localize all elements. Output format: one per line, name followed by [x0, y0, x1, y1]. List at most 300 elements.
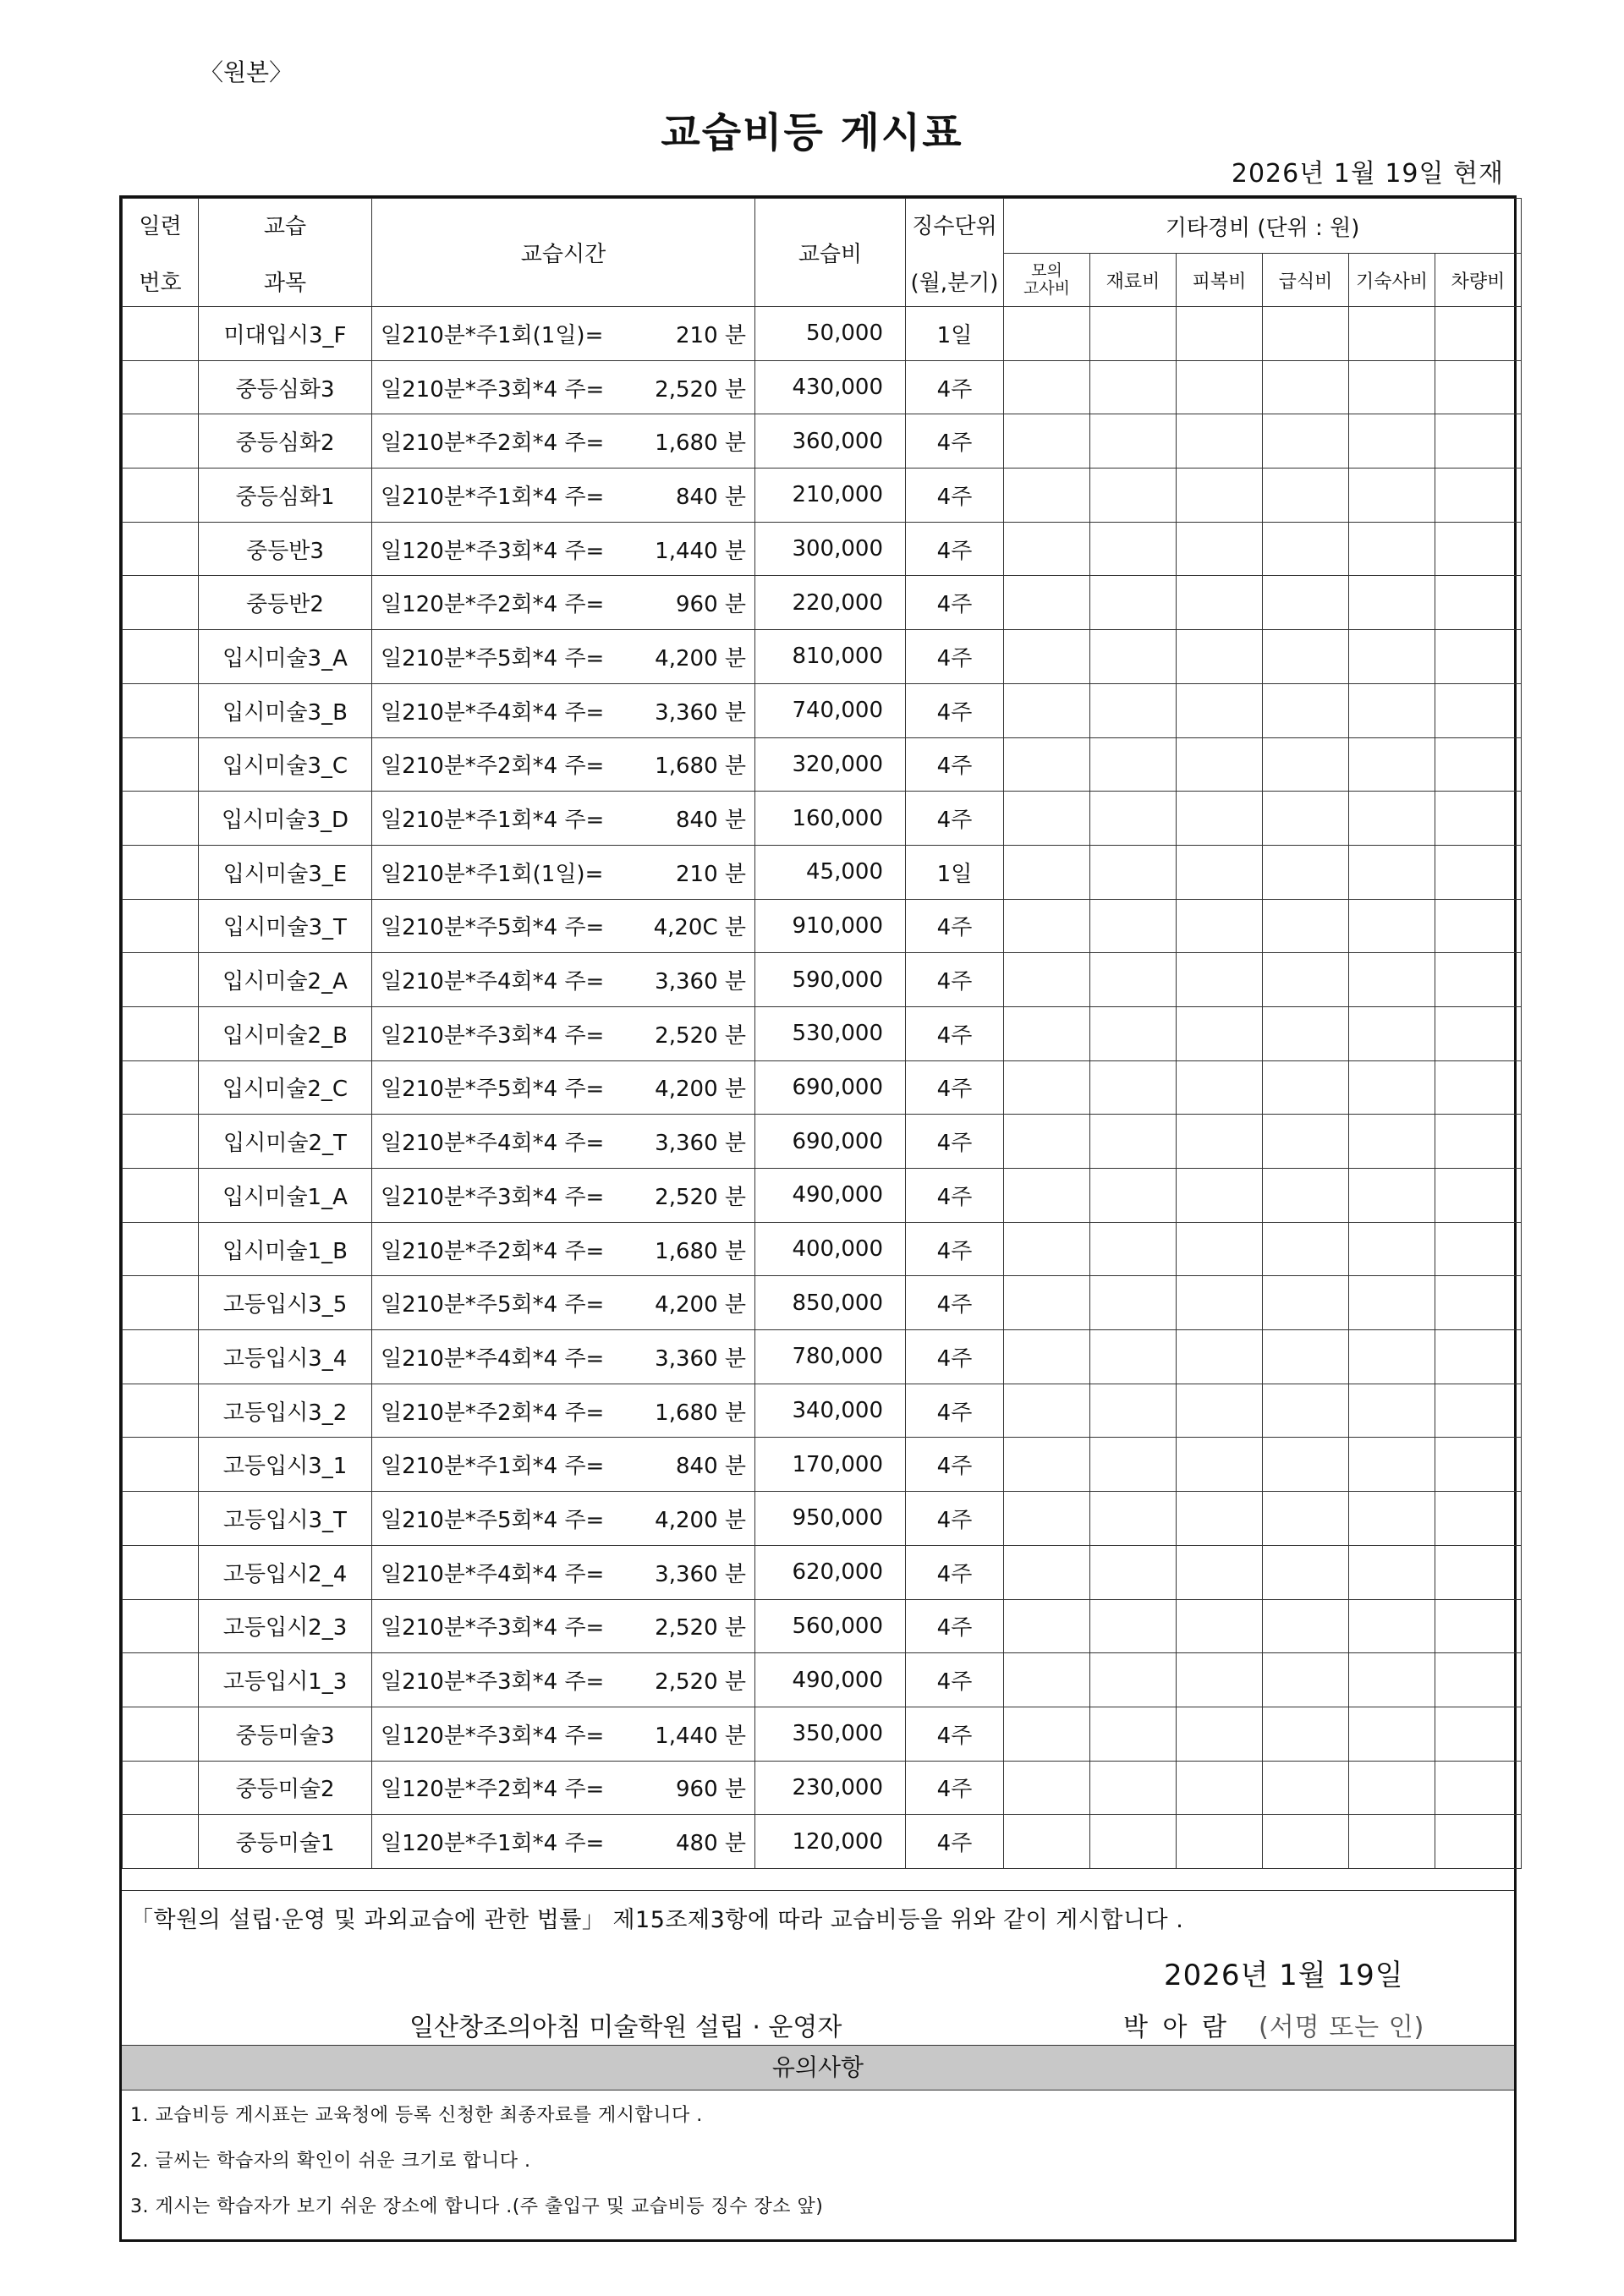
cell-clothing-fee — [1177, 1545, 1263, 1599]
cell-tuition-fee: 120,000 — [755, 1815, 906, 1869]
cell-dormitory-fee — [1349, 1276, 1435, 1330]
cell-vehicle-fee — [1435, 792, 1522, 846]
cell-dormitory-fee — [1349, 1222, 1435, 1276]
cell-tuition-fee: 45,000 — [755, 845, 906, 899]
table-row — [123, 1492, 1522, 1546]
table-row — [123, 414, 1522, 469]
cell-total-minutes: 2,520 분 — [637, 1653, 755, 1707]
cell-vehicle-fee — [1435, 307, 1522, 361]
cell-dormitory-fee — [1349, 899, 1435, 953]
header-serial-line1: 일련 — [139, 213, 182, 239]
cell-collection-unit: 4주 — [906, 737, 1004, 792]
cell-meal-fee — [1263, 1815, 1349, 1869]
cell-dormitory-fee — [1349, 1060, 1435, 1115]
legal-statement: 「학원의 설립·운영 및 과외교습에 관한 법률」 제15조제3항에 따라 교습비등을 위와 같이 게시합니다 . — [130, 1907, 1184, 1933]
cell-clothing-fee — [1177, 1330, 1263, 1384]
cell-tuition-fee: 590,000 — [755, 953, 906, 1007]
table-row — [123, 683, 1522, 737]
cell-clothing-fee — [1177, 953, 1263, 1007]
cell-total-minutes: 3,360 분 — [637, 683, 755, 737]
cell-time-formula: 일210분*주4회*4 주= — [372, 1115, 637, 1169]
header-mock-line1: 모의 — [1031, 261, 1062, 280]
cell-vehicle-fee — [1435, 899, 1522, 953]
cell-clothing-fee — [1177, 845, 1263, 899]
cell-material-fee — [1090, 1330, 1177, 1384]
cell-dormitory-fee — [1349, 469, 1435, 523]
cell-clothing-fee — [1177, 1492, 1263, 1546]
cell-mock-exam-fee — [1004, 737, 1090, 792]
fee-table — [122, 198, 1522, 1869]
cell-subject: 입시미술2_B — [199, 1006, 372, 1060]
cell-time-formula: 일210분*주4회*4 주= — [372, 683, 637, 737]
cell-total-minutes: 210 분 — [637, 845, 755, 899]
cell-clothing-fee — [1177, 899, 1263, 953]
cell-time-formula: 일210분*주3회*4 주= — [372, 1006, 637, 1060]
cell-tuition-fee: 210,000 — [755, 469, 906, 523]
header-teaching-time: 교습시간 — [372, 199, 755, 307]
cell-total-minutes: 960 분 — [637, 1761, 755, 1815]
cell-collection-unit: 4주 — [906, 1761, 1004, 1815]
cell-collection-unit: 4주 — [906, 1276, 1004, 1330]
cell-material-fee — [1090, 1761, 1177, 1815]
cell-collection-unit: 4주 — [906, 1222, 1004, 1276]
table-row — [123, 1653, 1522, 1707]
cell-material-fee — [1090, 1060, 1177, 1115]
cell-subject: 입시미술3_D — [199, 792, 372, 846]
cell-material-fee — [1090, 1276, 1177, 1330]
cell-mock-exam-fee — [1004, 1006, 1090, 1060]
cell-material-fee — [1090, 1492, 1177, 1546]
cell-serial-number — [123, 1276, 199, 1330]
cell-vehicle-fee — [1435, 1276, 1522, 1330]
cell-clothing-fee — [1177, 1707, 1263, 1761]
cell-serial-number — [123, 307, 199, 361]
signature-hint: (서명 또는 인) — [1259, 2013, 1425, 2042]
cell-mock-exam-fee — [1004, 360, 1090, 414]
cell-time-formula: 일210분*주1회(1일)= — [372, 845, 637, 899]
cell-total-minutes: 3,360 분 — [637, 953, 755, 1007]
cell-serial-number — [123, 1653, 199, 1707]
cell-material-fee — [1090, 1599, 1177, 1653]
cell-serial-number — [123, 1545, 199, 1599]
cell-tuition-fee: 230,000 — [755, 1761, 906, 1815]
header-subject-line2: 과목 — [263, 270, 307, 296]
cell-meal-fee — [1263, 1761, 1349, 1815]
header-collection-unit — [906, 199, 1004, 307]
cell-clothing-fee — [1177, 414, 1263, 469]
cell-dormitory-fee — [1349, 414, 1435, 469]
cell-collection-unit: 4주 — [906, 1653, 1004, 1707]
cell-subject: 입시미술3_C — [199, 737, 372, 792]
table-row — [123, 630, 1522, 684]
cell-mock-exam-fee — [1004, 899, 1090, 953]
table-row — [123, 1276, 1522, 1330]
cell-clothing-fee — [1177, 1060, 1263, 1115]
cell-serial-number — [123, 1222, 199, 1276]
cell-dormitory-fee — [1349, 792, 1435, 846]
cell-subject: 고등입시2_3 — [199, 1599, 372, 1653]
cell-material-fee — [1090, 1653, 1177, 1707]
cell-total-minutes: 210 분 — [637, 307, 755, 361]
header-tuition-fee: 교습비 — [755, 199, 906, 307]
cell-dormitory-fee — [1349, 1115, 1435, 1169]
cell-collection-unit: 4주 — [906, 683, 1004, 737]
cell-material-fee — [1090, 1707, 1177, 1761]
cell-total-minutes: 840 분 — [637, 1438, 755, 1492]
cell-tuition-fee: 740,000 — [755, 683, 906, 737]
cell-clothing-fee — [1177, 1276, 1263, 1330]
cell-vehicle-fee — [1435, 1761, 1522, 1815]
cell-vehicle-fee — [1435, 1653, 1522, 1707]
cell-time-formula: 일210분*주5회*4 주= — [372, 630, 637, 684]
fee-table-body — [123, 307, 1522, 1869]
cell-subject: 입시미술3_T — [199, 899, 372, 953]
cell-collection-unit: 4주 — [906, 630, 1004, 684]
cell-tuition-fee: 620,000 — [755, 1545, 906, 1599]
cell-collection-unit: 4주 — [906, 1438, 1004, 1492]
cell-meal-fee — [1263, 360, 1349, 414]
cell-clothing-fee — [1177, 683, 1263, 737]
cell-tuition-fee: 810,000 — [755, 630, 906, 684]
cell-time-formula: 일210분*주1회(1일)= — [372, 307, 637, 361]
cell-subject: 고등입시2_4 — [199, 1545, 372, 1599]
cell-collection-unit: 4주 — [906, 576, 1004, 630]
cell-dormitory-fee — [1349, 737, 1435, 792]
cell-dormitory-fee — [1349, 1815, 1435, 1869]
cell-material-fee — [1090, 1222, 1177, 1276]
cell-total-minutes: 2,520 분 — [637, 1169, 755, 1223]
cell-total-minutes: 840 분 — [637, 469, 755, 523]
cell-subject: 고등입시3_4 — [199, 1330, 372, 1384]
cell-tuition-fee: 220,000 — [755, 576, 906, 630]
cell-clothing-fee — [1177, 737, 1263, 792]
cell-material-fee — [1090, 1384, 1177, 1438]
cell-clothing-fee — [1177, 360, 1263, 414]
cell-dormitory-fee — [1349, 1761, 1435, 1815]
table-row — [123, 360, 1522, 414]
header-other-expenses: 기타경비 (단위 : 원) — [1004, 199, 1522, 254]
table-row — [123, 307, 1522, 361]
cell-mock-exam-fee — [1004, 683, 1090, 737]
cell-meal-fee — [1263, 414, 1349, 469]
table-row — [123, 1006, 1522, 1060]
cell-total-minutes: 840 분 — [637, 792, 755, 846]
cell-mock-exam-fee — [1004, 1815, 1090, 1869]
cell-meal-fee — [1263, 630, 1349, 684]
cell-clothing-fee — [1177, 1438, 1263, 1492]
cell-mock-exam-fee — [1004, 1276, 1090, 1330]
cell-collection-unit: 4주 — [906, 414, 1004, 469]
cell-time-formula: 일210분*주5회*4 주= — [372, 1060, 637, 1115]
cell-tuition-fee: 690,000 — [755, 1115, 906, 1169]
cell-clothing-fee — [1177, 307, 1263, 361]
cell-mock-exam-fee — [1004, 1545, 1090, 1599]
cell-clothing-fee — [1177, 792, 1263, 846]
cell-serial-number — [123, 1438, 199, 1492]
cell-time-formula: 일210분*주5회*4 주= — [372, 1276, 637, 1330]
cell-time-formula: 일120분*주2회*4 주= — [372, 1761, 637, 1815]
cell-material-fee — [1090, 683, 1177, 737]
cell-meal-fee — [1263, 845, 1349, 899]
cell-material-fee — [1090, 414, 1177, 469]
table-row — [123, 1060, 1522, 1115]
cell-total-minutes: 3,360 분 — [637, 1545, 755, 1599]
cell-material-fee — [1090, 522, 1177, 576]
cell-clothing-fee — [1177, 1169, 1263, 1223]
header-meal-fee: 급식비 — [1263, 254, 1349, 307]
cell-subject: 중등미술1 — [199, 1815, 372, 1869]
cell-mock-exam-fee — [1004, 630, 1090, 684]
cell-time-formula: 일210분*주2회*4 주= — [372, 414, 637, 469]
cell-mock-exam-fee — [1004, 307, 1090, 361]
cell-dormitory-fee — [1349, 1438, 1435, 1492]
cell-mock-exam-fee — [1004, 1330, 1090, 1384]
cell-time-formula: 일210분*주1회*4 주= — [372, 792, 637, 846]
cell-meal-fee — [1263, 899, 1349, 953]
cell-mock-exam-fee — [1004, 1115, 1090, 1169]
table-row — [123, 1815, 1522, 1869]
cell-total-minutes: 1,680 분 — [637, 1384, 755, 1438]
cell-tuition-fee: 360,000 — [755, 414, 906, 469]
cell-total-minutes: 480 분 — [637, 1815, 755, 1869]
cell-tuition-fee: 910,000 — [755, 899, 906, 953]
cell-mock-exam-fee — [1004, 1222, 1090, 1276]
cell-clothing-fee — [1177, 630, 1263, 684]
cell-dormitory-fee — [1349, 1707, 1435, 1761]
table-row — [123, 1115, 1522, 1169]
table-row — [123, 1438, 1522, 1492]
cell-serial-number — [123, 522, 199, 576]
cell-dormitory-fee — [1349, 576, 1435, 630]
cell-tuition-fee: 690,000 — [755, 1060, 906, 1115]
cell-meal-fee — [1263, 576, 1349, 630]
cell-meal-fee — [1263, 1599, 1349, 1653]
cell-total-minutes: 2,520 분 — [637, 1599, 755, 1653]
cell-tuition-fee: 400,000 — [755, 1222, 906, 1276]
cell-material-fee — [1090, 307, 1177, 361]
cell-subject: 입시미술2_T — [199, 1115, 372, 1169]
cell-serial-number — [123, 845, 199, 899]
cell-meal-fee — [1263, 1169, 1349, 1223]
cell-vehicle-fee — [1435, 1707, 1522, 1761]
cell-tuition-fee: 300,000 — [755, 522, 906, 576]
table-row — [123, 792, 1522, 846]
cell-serial-number — [123, 630, 199, 684]
cell-vehicle-fee — [1435, 1545, 1522, 1599]
cell-collection-unit: 4주 — [906, 899, 1004, 953]
cell-time-formula: 일210분*주3회*4 주= — [372, 1169, 637, 1223]
cell-serial-number — [123, 1492, 199, 1546]
cell-total-minutes: 1,440 분 — [637, 1707, 755, 1761]
cell-time-formula: 일210분*주5회*4 주= — [372, 899, 637, 953]
cell-mock-exam-fee — [1004, 1060, 1090, 1115]
cell-time-formula: 일120분*주3회*4 주= — [372, 522, 637, 576]
cell-material-fee — [1090, 899, 1177, 953]
cell-vehicle-fee — [1435, 576, 1522, 630]
cell-clothing-fee — [1177, 522, 1263, 576]
cell-material-fee — [1090, 576, 1177, 630]
cell-dormitory-fee — [1349, 1599, 1435, 1653]
cell-vehicle-fee — [1435, 683, 1522, 737]
cell-mock-exam-fee — [1004, 1761, 1090, 1815]
cell-meal-fee — [1263, 1006, 1349, 1060]
cell-meal-fee — [1263, 1276, 1349, 1330]
cell-dormitory-fee — [1349, 1330, 1435, 1384]
cell-total-minutes: 4,200 분 — [637, 1276, 755, 1330]
cell-total-minutes: 1,680 분 — [637, 1222, 755, 1276]
cell-tuition-fee: 490,000 — [755, 1653, 906, 1707]
cell-mock-exam-fee — [1004, 845, 1090, 899]
cell-meal-fee — [1263, 792, 1349, 846]
cell-mock-exam-fee — [1004, 1653, 1090, 1707]
table-row — [123, 1707, 1522, 1761]
cell-total-minutes: 1,440 분 — [637, 522, 755, 576]
cell-subject: 고등입시3_1 — [199, 1438, 372, 1492]
table-row — [123, 845, 1522, 899]
cell-tuition-fee: 50,000 — [755, 307, 906, 361]
header-serial-line2: 번호 — [139, 270, 182, 296]
cell-meal-fee — [1263, 307, 1349, 361]
cell-serial-number — [123, 683, 199, 737]
cell-time-formula: 일210분*주5회*4 주= — [372, 1492, 637, 1546]
cell-collection-unit: 4주 — [906, 1492, 1004, 1546]
cell-meal-fee — [1263, 1653, 1349, 1707]
cell-meal-fee — [1263, 1384, 1349, 1438]
cell-clothing-fee — [1177, 1815, 1263, 1869]
cell-time-formula: 일210분*주4회*4 주= — [372, 1545, 637, 1599]
cell-subject: 입시미술1_B — [199, 1222, 372, 1276]
header-dormitory-fee: 기숙사비 — [1349, 254, 1435, 307]
cell-vehicle-fee — [1435, 845, 1522, 899]
table-row — [123, 1599, 1522, 1653]
cell-dormitory-fee — [1349, 307, 1435, 361]
table-row — [123, 522, 1522, 576]
cell-subject: 입시미술3_A — [199, 630, 372, 684]
cell-dormitory-fee — [1349, 683, 1435, 737]
cell-total-minutes: 2,520 분 — [637, 1006, 755, 1060]
organization-name: 일산창조의아침 미술학원 설립 · 운영자 — [409, 2013, 842, 2042]
cell-meal-fee — [1263, 1330, 1349, 1384]
cell-clothing-fee — [1177, 1653, 1263, 1707]
original-label: 〈원본〉 — [200, 58, 294, 86]
cell-serial-number — [123, 1815, 199, 1869]
cell-vehicle-fee — [1435, 522, 1522, 576]
cell-meal-fee — [1263, 1060, 1349, 1115]
cell-subject: 중등반2 — [199, 576, 372, 630]
cell-material-fee — [1090, 845, 1177, 899]
header-material-fee: 재료비 — [1090, 254, 1177, 307]
cell-tuition-fee: 160,000 — [755, 792, 906, 846]
cell-subject: 고등입시1_3 — [199, 1653, 372, 1707]
cell-subject: 입시미술3_E — [199, 845, 372, 899]
fee-sheet — [119, 195, 1517, 2242]
table-row — [123, 1222, 1522, 1276]
cell-meal-fee — [1263, 1492, 1349, 1546]
cell-meal-fee — [1263, 953, 1349, 1007]
cell-total-minutes: 3,360 분 — [637, 1115, 755, 1169]
note-item: 2. 글씨는 학습자의 확인이 쉬운 크기로 합니다 . — [130, 2151, 531, 2172]
cell-tuition-fee: 430,000 — [755, 360, 906, 414]
cell-total-minutes: 960 분 — [637, 576, 755, 630]
cell-time-formula: 일210분*주2회*4 주= — [372, 1384, 637, 1438]
cell-subject: 미대입시3_F — [199, 307, 372, 361]
cell-clothing-fee — [1177, 1761, 1263, 1815]
cell-mock-exam-fee — [1004, 1707, 1090, 1761]
cell-time-formula: 일210분*주2회*4 주= — [372, 737, 637, 792]
cell-subject: 고등입시3_T — [199, 1492, 372, 1546]
cell-time-formula: 일210분*주3회*4 주= — [372, 1599, 637, 1653]
cell-collection-unit: 1일 — [906, 307, 1004, 361]
cell-tuition-fee: 560,000 — [755, 1599, 906, 1653]
cell-subject: 중등미술3 — [199, 1707, 372, 1761]
table-row — [123, 1169, 1522, 1223]
cell-vehicle-fee — [1435, 1492, 1522, 1546]
cell-collection-unit: 4주 — [906, 1006, 1004, 1060]
cell-serial-number — [123, 1060, 199, 1115]
cell-clothing-fee — [1177, 1384, 1263, 1438]
note-item: 3. 게시는 학습자가 보기 쉬운 장소에 합니다 .(주 출입구 및 교습비등 징수 장소 앞) — [130, 2196, 824, 2217]
cell-mock-exam-fee — [1004, 1599, 1090, 1653]
cell-meal-fee — [1263, 469, 1349, 523]
cell-mock-exam-fee — [1004, 522, 1090, 576]
cell-clothing-fee — [1177, 1599, 1263, 1653]
cell-tuition-fee: 340,000 — [755, 1384, 906, 1438]
cell-time-formula: 일210분*주2회*4 주= — [372, 1222, 637, 1276]
cell-dormitory-fee — [1349, 1169, 1435, 1223]
cell-vehicle-fee — [1435, 1115, 1522, 1169]
header-clothing-fee: 피복비 — [1177, 254, 1263, 307]
cell-vehicle-fee — [1435, 1438, 1522, 1492]
cell-dormitory-fee — [1349, 1006, 1435, 1060]
header-mock-line2: 고사비 — [1023, 279, 1071, 298]
cell-subject: 입시미술1_A — [199, 1169, 372, 1223]
cell-meal-fee — [1263, 1222, 1349, 1276]
cell-subject: 고등입시3_5 — [199, 1276, 372, 1330]
header-serial-number — [123, 199, 199, 307]
cell-subject: 중등심화3 — [199, 360, 372, 414]
cell-dormitory-fee — [1349, 1492, 1435, 1546]
cell-material-fee — [1090, 1169, 1177, 1223]
cell-serial-number — [123, 1707, 199, 1761]
cell-mock-exam-fee — [1004, 576, 1090, 630]
table-row — [123, 1330, 1522, 1384]
cell-time-formula: 일210분*주1회*4 주= — [372, 469, 637, 523]
cell-clothing-fee — [1177, 469, 1263, 523]
cell-vehicle-fee — [1435, 1330, 1522, 1384]
table-row — [123, 1545, 1522, 1599]
header-subject — [199, 199, 372, 307]
cell-subject: 입시미술2_C — [199, 1060, 372, 1115]
cell-vehicle-fee — [1435, 1060, 1522, 1115]
cell-material-fee — [1090, 630, 1177, 684]
cell-material-fee — [1090, 1545, 1177, 1599]
cell-mock-exam-fee — [1004, 792, 1090, 846]
cell-dormitory-fee — [1349, 845, 1435, 899]
cell-material-fee — [1090, 469, 1177, 523]
note-item: 1. 교습비등 게시표는 교육청에 등록 신청한 최종자료를 게시합니다 . — [130, 2105, 703, 2126]
cell-vehicle-fee — [1435, 1815, 1522, 1869]
cell-dormitory-fee — [1349, 360, 1435, 414]
cell-subject: 고등입시3_2 — [199, 1384, 372, 1438]
cell-meal-fee — [1263, 1115, 1349, 1169]
cell-serial-number — [123, 792, 199, 846]
cell-mock-exam-fee — [1004, 1169, 1090, 1223]
cell-total-minutes: 4,200 분 — [637, 1492, 755, 1546]
table-row — [123, 737, 1522, 792]
cell-tuition-fee: 780,000 — [755, 1330, 906, 1384]
cell-total-minutes: 4,20C 분 — [637, 899, 755, 953]
cell-serial-number — [123, 1384, 199, 1438]
